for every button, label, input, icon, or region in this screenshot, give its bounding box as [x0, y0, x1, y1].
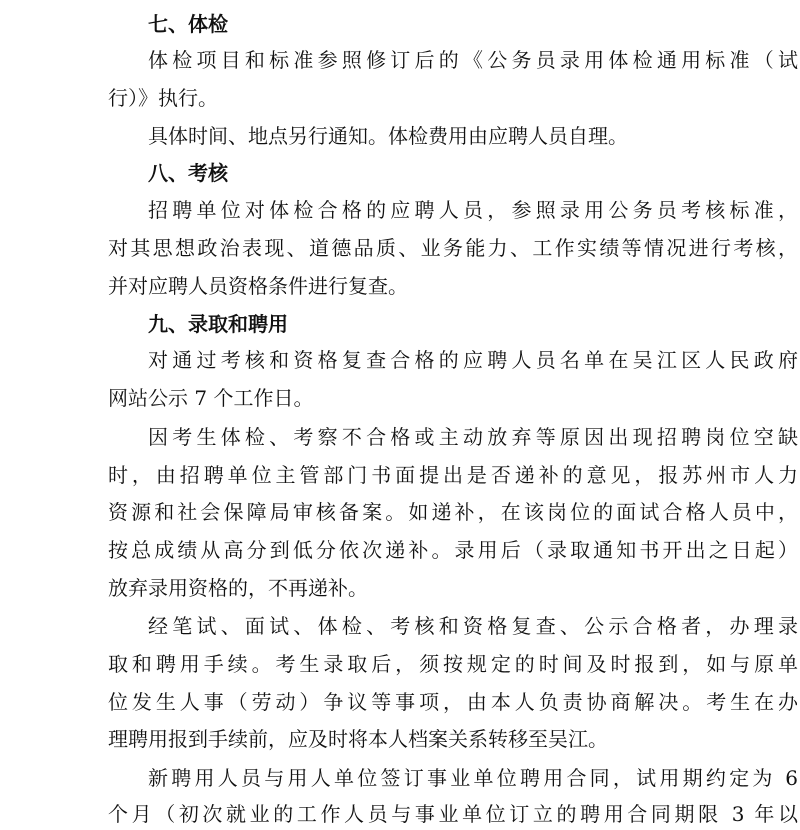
paragraph-line: 行）》执行。	[108, 86, 218, 110]
section-heading-admission: 九、录取和聘用	[148, 312, 288, 336]
paragraph-line: 网站公示 7 个工作日。	[108, 386, 314, 410]
paragraph-line: 理聘用报到手续前，应及时将本人档案关系转移至吴江。	[108, 727, 608, 751]
paragraph-line: 个月（初次就业的工作人员与事业单位订立的聘用合同期限 3 年以	[108, 802, 798, 826]
paragraph-line: 经笔试、面试、体检、考核和资格复查、公示合格者，办理录	[148, 614, 798, 638]
paragraph-line: 因考生体检、考察不合格或主动放弃等原因出现招聘岗位空缺	[148, 425, 798, 449]
paragraph-line: 招聘单位对体检合格的应聘人员，参照录用公务员考核标准，	[148, 198, 798, 222]
paragraph-line: 具体时间、地点另行通知。体检费用由应聘人员自理。	[148, 124, 628, 148]
paragraph-line: 按总成绩从高分到低分依次递补。录用后（录取通知书开出之日起）	[108, 538, 798, 562]
paragraph-line: 时，由招聘单位主管部门书面提出是否递补的意见，报苏州市人力	[108, 463, 798, 487]
paragraph-line: 对通过考核和资格复查合格的应聘人员名单在吴江区人民政府	[148, 348, 798, 372]
section-heading-physical-exam: 七、体检	[148, 12, 228, 36]
paragraph-line: 资源和社会保障局审核备案。如递补，在该岗位的面试合格人员中，	[108, 500, 798, 524]
paragraph-line: 放弃录用资格的，不再递补。	[108, 576, 368, 600]
section-heading-assessment: 八、考核	[148, 161, 228, 185]
paragraph-line: 新聘用人员与用人单位签订事业单位聘用合同，试用期约定为 6	[148, 766, 798, 790]
paragraph-line: 体检项目和标准参照修订后的《公务员录用体检通用标准（试	[148, 48, 798, 72]
paragraph-line: 对其思想政治表现、道德品质、业务能力、工作实绩等情况进行考核，	[108, 236, 798, 260]
paragraph-line: 取和聘用手续。考生录取后，须按规定的时间及时报到，如与原单	[108, 652, 798, 676]
paragraph-line: 并对应聘人员资格条件进行复查。	[108, 274, 408, 298]
paragraph-line: 位发生人事（劳动）争议等事项，由本人负责协商解决。考生在办	[108, 690, 798, 714]
